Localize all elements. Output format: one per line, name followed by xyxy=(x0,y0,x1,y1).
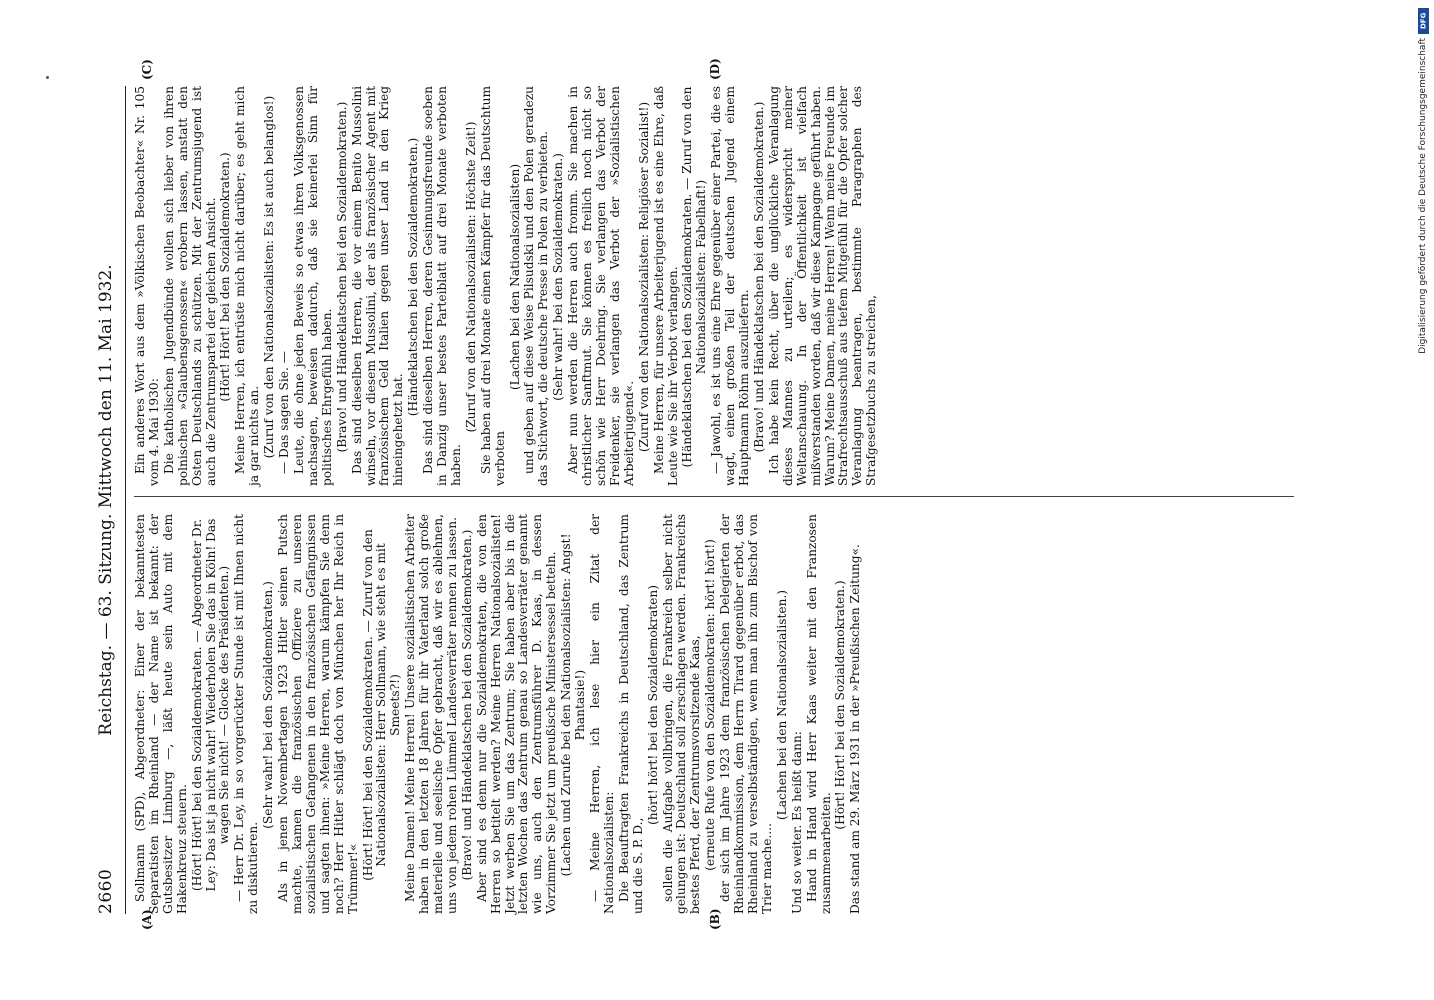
speech-paragraph: Aber nun werden die Herren auch fromm. Sie machen in christlicher Sanftmut. Sie können es freilich noch nicht so schön wie Herr Doehring. Sie verlangen das Verbot der Freidenker, sie verlangen das Verbot der »Sozialistischen Arbeiterjugend«. xyxy=(566,86,636,486)
interjection-paragraph: (Händeklatschen bei den Sozialdemokraten.) xyxy=(406,137,421,417)
interjection-paragraph: (hört! hört! bei den Sozialdemokraten) xyxy=(645,585,660,825)
interjection-paragraph: (Bravo! und Händeklatschen bei den Sozialdemokraten.) xyxy=(459,529,474,881)
speech-paragraph: Hand in Hand wird Herr Kaas weiter mit den Franzosen zusammenarbeiten. xyxy=(804,514,833,914)
interjection-paragraph: (Hört! Hört! bei den Sozialdemokraten.) xyxy=(833,580,848,830)
speech-paragraph: — Das sagen Sie. — xyxy=(277,351,292,474)
speech-paragraph: Die Beauftragten Frankreichs in Deutschland, das Zentrum und die S. P. D., xyxy=(616,514,645,914)
credit-text: Digitalisierung gefördert durch die Deutsche Forschungsgemeinschaft xyxy=(1418,38,1428,354)
interjection-paragraph: (Sehr wahr! bei den Sozialdemokraten.) xyxy=(551,153,566,401)
interjection-paragraph: (Zuruf von den Nationalsozialisten: Religiöser Sozialist!) xyxy=(636,101,651,453)
speech-paragraph: Das sind dieselben Herren, die vor einem Benito Mussolini winseln, vor diesem Mussolini, der als französischer Agent mit französischem Geld Italien gegen unser Land in den Krieg hineingehetzt hat. xyxy=(349,86,406,486)
interjection-paragraph: (Sehr wahr! bei den Sozialdemokraten.) xyxy=(261,581,276,829)
dfg-logo: DFG xyxy=(1418,8,1429,34)
speech-paragraph: Meine Herren, ich entrüste mich nicht darüber; es geht mich ja gar nichts an. xyxy=(233,86,262,486)
header-rule xyxy=(125,86,126,914)
speech-paragraph: Ich habe kein Recht, über die unglückliche Veranlagung dieses Mannes zu urteilen; es widerspricht meiner Weltanschauung. In der Öffentlichkeit ist vielfach mißverstanden worden, daß wir diese Kampagne geführt haben. Warum? Meine Damen, meine Herren! Wenn meine Freunde im Strafrechtsausschuß aus tiefem Mitgefühl für die Opfer solcher Veranlagung beantragen, bestimmte Paragraphen des Strafgesetzbuchs zu streichen, xyxy=(766,86,879,486)
interjection-paragraph: (Bravo! und Händeklatschen bei den Sozialdemokraten.) xyxy=(751,101,766,453)
scan-speck xyxy=(46,76,49,79)
speech-paragraph: Meine Herren, für unsere Arbeiterjugend ist es eine Ehre, daß Leute wie Sie ihr Verbot verlangen. xyxy=(651,86,680,486)
interjection-paragraph: (Lachen bei den Nationalsozialisten) xyxy=(507,163,522,391)
digitization-credit xyxy=(1416,8,1430,992)
left-text-column xyxy=(134,514,864,914)
interjection-paragraph: (Zuruf von den Nationalsozialisten: Höchste Zeit!) xyxy=(463,121,478,433)
speech-paragraph: Die katholischen Jugendbünde wollen sich lieber von ihren polnischen »Glaubensgenossen« erobern lassen, anstatt den Osten Deutschlands zu schützen. Mit der Zentrumsjugend ist auch die Zentrumspartei der gleichen Ansicht. xyxy=(161,86,218,486)
margin-marker-d: (D) xyxy=(708,58,722,80)
interjection-paragraph: (Lachen und Zurufe bei den Nationalsozialisten: Angst! Phantasie!) xyxy=(559,533,588,877)
running-title: Reichstag. — 63. Sitzung. Mittwoch den 11. Mai 1932. xyxy=(96,264,116,736)
interjection-paragraph: (Bravo! und Händeklatschen bei den Sozialdemokraten.) xyxy=(334,101,349,453)
speech-paragraph: Als in jenen Novembertagen 1923 Hitler seinen Putsch machte, kamen die französischen Offiziere zu unseren sozialistischen Gefangenen in den französischen Gefängnissen und sagten ihnen: »Meine Herren, warum kämpfen Sie denn noch? Herr Hitler schlägt doch von München her Ihr Reich in Trümmer!« xyxy=(276,514,360,914)
speech-paragraph: — Jawohl, es ist uns eine Ehre gegenüber einer Partei, die es wagt, einen großen Teil der deutschen Jugend einem Hauptmann Röhm auszuliefern. xyxy=(709,86,752,486)
speech-paragraph: Aber sind es denn nur die Sozialdemokraten, die von den Herren so betitelt werden? Meine Herren Nationalsozialisten! Jetzt werben Sie um das Zentrum; Sie haben aber bis in die letzten Wochen das Zentrum genau so Landesverräter genannt wie uns, auch den Zentrumsführer D. Kaas, in dessen Vorzimmer Sie jetzt um preußische Ministersessel betteln. xyxy=(474,514,559,914)
column-divider xyxy=(134,496,1294,497)
speech-paragraph: Und so weiter. Es heißt dann: xyxy=(789,731,804,914)
speech-paragraph: — Meine Herren, ich lese hier ein Zitat der Nationalsozialisten: xyxy=(588,514,616,914)
interjection-paragraph: (Lachen bei den Nationalsozialisten.) xyxy=(774,589,789,821)
speech-paragraph: Meine Damen! Meine Herren! Unsere sozialistischen Arbeiter haben in den letzten 18 Jahren für ihr Vaterland solch große materielle und seelische Opfer gebracht, daß wir es ablehnen, uns von jedem rohen Lümmel Landesverräter nennen zu lassen. xyxy=(403,514,459,914)
speech-paragraph: der sich im Jahre 1923 dem französischen Delegierten der Rheinlandkommission, dem Herrn Tirard gegenüber erbot, das Rheinland zu verselbständigen, wenn man ihn zum Bischof von Trier mache.... xyxy=(718,514,774,914)
speech-paragraph: Das stand am 29. März 1931 in der »Preußischen Zeitung«. xyxy=(848,544,863,914)
page-number: 2660 xyxy=(96,868,116,914)
speech-paragraph: Sie haben auf drei Monate einen Kämpfer für das Deutschtum verboten xyxy=(478,86,507,486)
speech-paragraph: Leute, die ohne jeden Beweis so etwas ihren Volksgenossen nachsagen, beweisen dadurch, daß sie keinerlei Sinn für politisches Ehrgefühl haben. xyxy=(291,86,334,486)
margin-marker-b: (B) xyxy=(708,908,722,930)
interjection-paragraph: (Hört! Hört! bei den Sozialdemokraten. — Zuruf von den Nationalsozialisten: Herr Sollmann, wie steht es mit Smeets?!) xyxy=(360,529,403,881)
page-header xyxy=(90,86,120,914)
speech-paragraph: und geben auf diese Weise Pilsudski und den Polen geradezu das Stichwort, die deutsche Presse in Polen zu verbieten. xyxy=(522,86,551,486)
margin-marker-c: (C) xyxy=(140,59,154,80)
speech-paragraph: Sollmann (SPD), Abgeordneter: Einer der bekanntesten Separatisten im Rheinland — der Name ist bekannt: der Gutsbesitzer Limburg —, läßt heute sein Auto mit dem Hakenkreuz steuern. xyxy=(133,514,189,914)
margin-marker-a: (A) xyxy=(140,909,154,930)
interjection-paragraph: (Hört! Hört! bei den Sozialdemokraten.) xyxy=(218,152,233,402)
speech-paragraph: — Herr Dr. Ley, in so vorgerückter Stunde ist mit Ihnen nicht zu diskutieren. xyxy=(232,514,261,914)
interjection-paragraph: (Hört! Hört! bei den Sozialdemokraten. — Abgeordneter Dr. Ley: Das ist ja nicht wahr! Wiederholen Sie das in Köln! Das wagen Sie nicht! — Glocke des Präsidenten.) xyxy=(189,518,232,892)
interjection-paragraph: (erneute Rufe von den Sozialdemokraten: hört! hört!) xyxy=(703,539,718,871)
speech-paragraph: Ein anderes Wort aus dem »Völkischen Beobachter« Nr. 105 vom 4. Mai 1930: xyxy=(133,86,161,486)
interjection-paragraph: (Händeklatschen bei den Sozialdemokraten. — Zuruf von den Nationalsozialisten: Fabelhaft!) xyxy=(680,86,709,468)
speech-paragraph: Das sind dieselben Herren, deren Gesinnungsfreunde soeben in Danzig unser bestes Parteiblatt auf drei Monate verboten haben. xyxy=(421,86,463,486)
right-text-column xyxy=(134,86,880,486)
speech-paragraph: sollen die Aufgabe vollbringen, die Frankreich selber nicht gelungen ist: Deutschland soll zerschlagen werden. Frankreichs bestes Pferd, der Zentrumsvorsitzende Kaas, xyxy=(660,514,703,914)
interjection-paragraph: (Zuruf von den Nationalsozialisten: Es ist auch belanglos!) xyxy=(262,95,277,459)
